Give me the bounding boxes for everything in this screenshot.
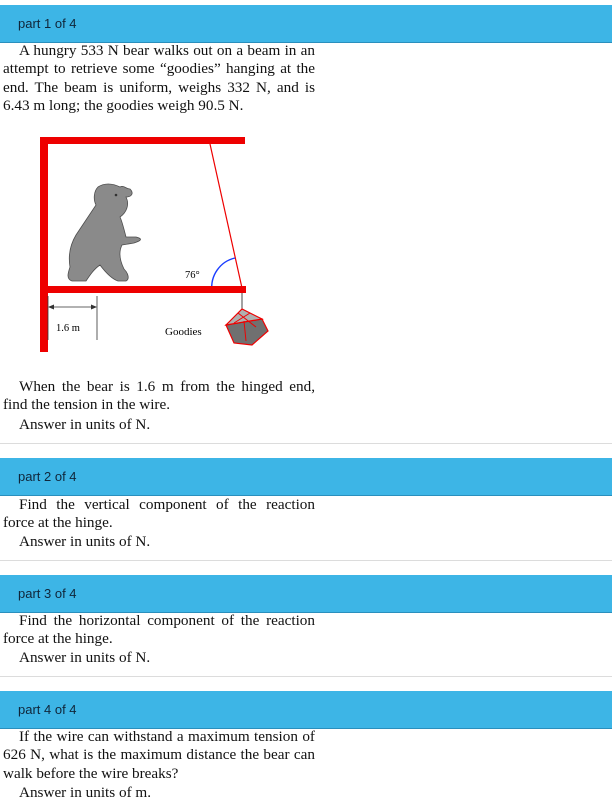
part-1-question: When the bear is 1.6 m from the hinged end, find the tension in the wire. bbox=[3, 378, 315, 414]
part-4-title: part 4 of 4 bbox=[18, 702, 77, 717]
part-4-question: If the wire can withstand a maximum tension of 626 N, what is the maximum distance the bear can walk before the wire breaks? bbox=[3, 728, 315, 782]
distance-label: 1.6 m bbox=[56, 323, 80, 334]
part-2-divider bbox=[0, 560, 612, 561]
part-3-header bbox=[0, 575, 612, 613]
bear-eye bbox=[115, 194, 118, 197]
part-1-intro: A hungry 533 N bear walks out on a beam in an attempt to retrieve some “goodies” hanging at the end. The beam is uniform, weighs 332 N, and is 6.43 m long; the goodies weigh 90.5 N. bbox=[3, 42, 315, 115]
distance-arrowhead-left bbox=[48, 305, 54, 310]
top-support bbox=[40, 137, 245, 144]
part-2-answer-units: Answer in units of N. bbox=[19, 533, 151, 550]
beam bbox=[40, 286, 246, 293]
part-3-question: Find the horizontal component of the reaction force at the hinge. bbox=[3, 612, 315, 648]
wall-post bbox=[40, 137, 48, 352]
part-4-header bbox=[0, 691, 612, 729]
part-2-title: part 2 of 4 bbox=[18, 469, 77, 484]
distance-arrowhead-right bbox=[91, 305, 97, 310]
part-1-divider bbox=[0, 443, 612, 444]
part-2-header bbox=[0, 458, 612, 496]
part-3-divider bbox=[0, 676, 612, 677]
goodies-label: Goodies bbox=[165, 326, 202, 338]
part-2-question: Find the vertical component of the reaction force at the hinge. bbox=[3, 496, 315, 532]
angle-label: 76° bbox=[185, 270, 200, 281]
goodies-basket bbox=[226, 309, 268, 345]
part-3-title: part 3 of 4 bbox=[18, 586, 77, 601]
part-3-answer-units: Answer in units of N. bbox=[19, 649, 151, 666]
part-1-header bbox=[0, 5, 612, 43]
part-4-answer-units: Answer in units of m. bbox=[19, 784, 152, 801]
part-1-title: part 1 of 4 bbox=[18, 16, 77, 31]
part-1-answer-units: Answer in units of N. bbox=[19, 416, 151, 433]
wire bbox=[210, 144, 242, 288]
bear-silhouette bbox=[68, 184, 140, 281]
bear-beam-diagram bbox=[30, 133, 290, 363]
